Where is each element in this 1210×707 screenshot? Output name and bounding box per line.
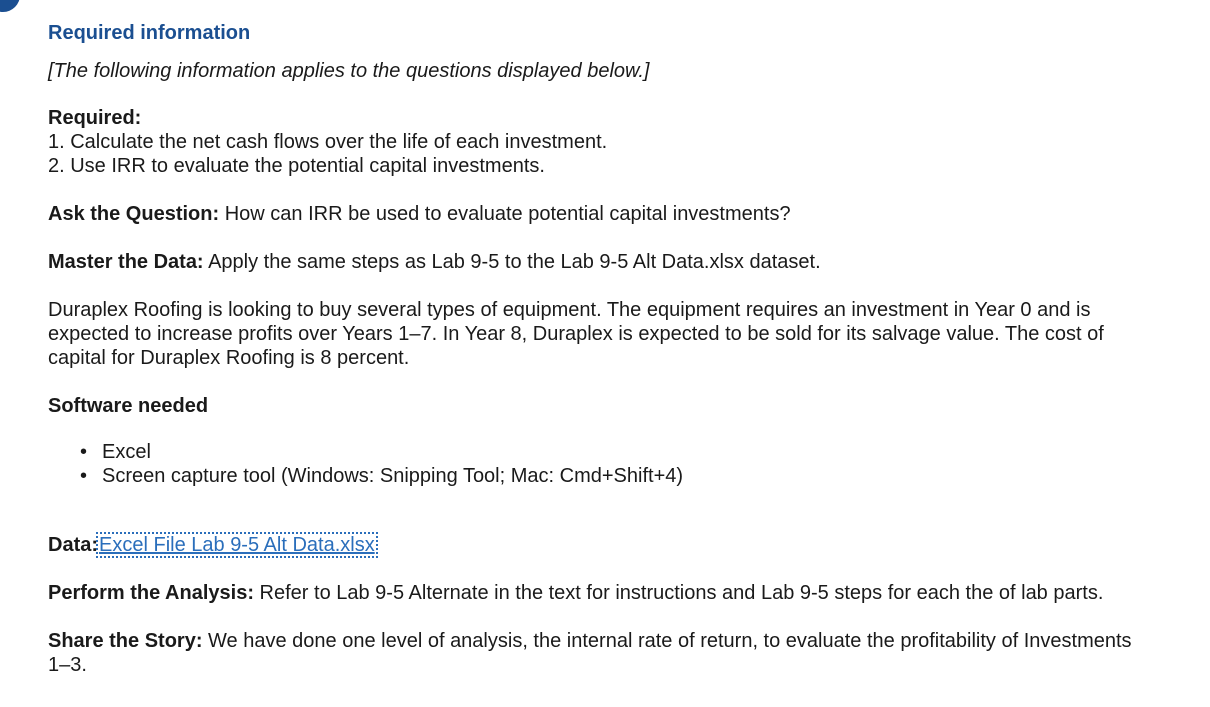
- intro-note: [The following information applies to the questions displayed below.]: [48, 60, 650, 82]
- corner-badge: [0, 0, 20, 12]
- ask-question-paragraph: [48, 202, 1198, 226]
- share-story-text-line-1: We have done one level of analysis, the internal rate of return, to evaluate the profitability of Investments: [202, 630, 1132, 652]
- master-data-paragraph: [48, 250, 1198, 274]
- scenario-paragraph: [48, 298, 1198, 370]
- software-label: Software needed: [48, 395, 209, 417]
- data-label: Data:: [48, 534, 99, 556]
- bullet-icon: •: [80, 441, 88, 463]
- question-content: [48, 20, 1198, 677]
- master-data-text: Apply the same steps as Lab 9-5 to the Lab 9-5 Alt Data.xlsx dataset.: [203, 251, 821, 273]
- required-information-heading: Required information: [48, 22, 251, 44]
- share-story-text-line-2: 1–3.: [48, 654, 87, 676]
- software-item-label: Excel: [102, 441, 151, 463]
- scenario-line-2: expected to increase profits over Years 1–7. In Year 8, Duraplex is expected to be sold for its salvage value. The cost of: [48, 323, 1104, 345]
- software-item-label: Screen capture tool (Windows: Snipping Tool; Mac: Cmd+Shift+4): [102, 465, 684, 487]
- required-section: [48, 106, 1198, 178]
- software-section: [48, 394, 1198, 488]
- scenario-line-1: Duraplex Roofing is looking to buy several types of equipment. The equipment requires an investment in Year 0 and is: [48, 299, 1091, 321]
- perform-analysis-paragraph: [48, 581, 1198, 605]
- ask-question-label: Ask the Question:: [48, 203, 220, 225]
- bullet-icon: •: [80, 465, 88, 487]
- software-list: [48, 440, 1198, 488]
- master-data-label: Master the Data:: [48, 251, 204, 273]
- share-story-label: Share the Story:: [48, 630, 203, 652]
- share-story-paragraph: [48, 629, 1198, 677]
- required-item-2: 2. Use IRR to evaluate the potential capital investments.: [48, 155, 545, 177]
- software-item-excel: [80, 440, 1198, 464]
- software-item-screen-capture: [80, 464, 1198, 488]
- required-label: Required:: [48, 107, 142, 129]
- required-item-1: 1. Calculate the net cash flows over the life of each investment.: [48, 131, 608, 153]
- data-paragraph: [48, 533, 1198, 557]
- perform-analysis-text: Refer to Lab 9-5 Alternate in the text for instructions and Lab 9-5 steps for each the of lab parts.: [254, 582, 1104, 604]
- ask-question-text: How can IRR be used to evaluate potential capital investments?: [219, 203, 791, 225]
- scenario-line-3: capital for Duraplex Roofing is 8 percent.: [48, 347, 410, 369]
- perform-analysis-label: Perform the Analysis:: [48, 582, 254, 604]
- excel-file-link[interactable]: Excel File Lab 9-5 Alt Data.xlsx: [99, 534, 375, 556]
